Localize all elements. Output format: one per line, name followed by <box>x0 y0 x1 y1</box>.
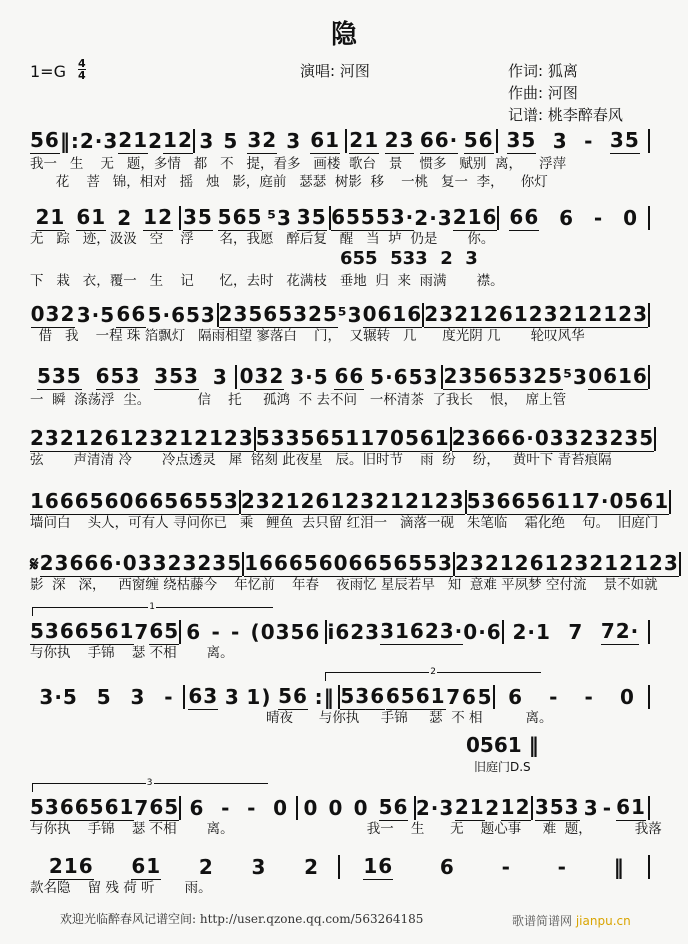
note-group: 56 <box>463 128 494 152</box>
note-group: 16 <box>363 854 394 878</box>
measure <box>195 128 345 154</box>
measure <box>495 685 648 709</box>
note-group: 0 <box>303 796 319 820</box>
note-group: 17 <box>360 426 391 450</box>
measure <box>237 364 442 390</box>
lyrics-line: 与你执 手锦 瑟 不相 离。 我一 生 无 题心事 难 题， 我落 <box>30 821 662 837</box>
note-group: 66· <box>496 426 535 450</box>
measure <box>219 302 423 328</box>
note-group: 3 <box>251 855 267 879</box>
note-group: 61 <box>76 205 107 229</box>
note-group: 6561 <box>385 684 446 708</box>
measure <box>30 364 235 390</box>
lyrics-line: 花 菩 锦，相对 摇 烛 影，庭前 瑟瑟 树影 移 一桃 复一 李， 你灯 <box>30 174 548 190</box>
volta-number: 1 <box>149 602 155 612</box>
measure <box>327 619 501 645</box>
note-group: - <box>247 796 257 820</box>
note-group: 656 <box>74 489 120 513</box>
note-group: 6 <box>461 685 477 709</box>
note-group: ⁵3 <box>563 365 588 389</box>
note-group: 12 <box>500 795 531 819</box>
measure <box>30 205 179 231</box>
note-group: - <box>584 129 594 153</box>
lyrics-line: 下 栽 衣，覆一 生 记 忆，去时 花满枝 垂地 归 来 雨满 襟。 <box>30 273 504 289</box>
note-group: 2·3 <box>415 796 455 820</box>
bar-line <box>648 365 650 389</box>
measure <box>424 302 648 328</box>
note-group: 35 <box>609 128 640 152</box>
note-group: - <box>501 855 511 879</box>
lyrics-line: 墙问白 头人，可有人 寻问你已 乘 鲤鱼 去只留 红泪一 滴落一砚 朱笔临 霜化绝 句。 旧庭门 <box>30 515 659 531</box>
note-group: 2123 <box>194 426 254 450</box>
watermark <box>512 914 631 929</box>
note-group: 3·5 <box>76 303 116 327</box>
note-group: 5 <box>96 685 112 709</box>
note-group: 0616 <box>362 302 423 326</box>
measure <box>416 795 531 821</box>
note-group: 61 <box>616 795 646 819</box>
note-group: 3 <box>199 129 215 153</box>
transcriber-credit: 记谱: 桃李醉春风 <box>508 106 623 124</box>
note-group: - <box>602 796 613 820</box>
measure <box>443 364 648 390</box>
note-group: 166 <box>244 551 289 575</box>
note-group: 1) <box>246 685 272 709</box>
note-group: 6 <box>508 685 523 709</box>
lyrics-line: 无 踪 迹，汲汲 空 浮 名，我愿 醉后复 醒 当 垆 仍是 你。 <box>30 231 495 247</box>
note-group: 2·1 <box>512 620 551 644</box>
note-group: 61 <box>310 128 341 152</box>
note-group: 2 <box>198 855 214 879</box>
measure <box>185 684 338 710</box>
lyrics-line: 晴夜 与你执 手锦 瑟 不 相 离。 <box>30 710 553 726</box>
note-group: 0561 <box>390 426 450 450</box>
note-group: 316 <box>380 619 425 643</box>
note-group: 3235 <box>182 551 243 575</box>
note-group: 261 <box>89 426 135 450</box>
measure <box>498 128 648 154</box>
measure <box>30 854 338 880</box>
note-group: 3 <box>130 685 146 709</box>
note-group: - <box>164 685 174 709</box>
lyrics-line: 一 瞬 涤荡浮 尘。 信 托 孤鸿 不 去不问 一杯清茶 了我长 恨， 席上管 <box>30 392 567 408</box>
note-group: 23 <box>384 128 415 152</box>
note-group: 63 <box>188 684 219 708</box>
note-group: 7 <box>568 620 584 644</box>
note-group: ‖ <box>613 855 625 879</box>
note-group: 65 <box>149 795 180 819</box>
note-group: 3 <box>224 685 240 709</box>
note-group: 536 <box>30 795 75 819</box>
note-group: 3 <box>583 796 599 820</box>
bar-line <box>648 796 650 820</box>
note-group: 5 <box>223 129 239 153</box>
note-group: 66 <box>116 302 147 326</box>
note-group: 261 <box>483 302 529 326</box>
note-group: 2321 <box>454 551 515 575</box>
note-group: 7 <box>446 685 462 709</box>
measure <box>30 551 242 577</box>
note-group: 656 <box>288 551 334 575</box>
measure <box>256 426 450 452</box>
note-group: 35 <box>506 128 537 152</box>
note-group: 2321 <box>559 551 620 575</box>
footer-text: 欢迎光临醉春风记谱空间: http://user.qzone.qq.com/563264185 <box>60 912 424 926</box>
note-group: 2·3 <box>79 129 119 153</box>
score-row <box>30 302 650 328</box>
note-group: 61 <box>131 854 162 878</box>
note-group: 2123 <box>404 489 465 513</box>
bar-line <box>648 620 650 644</box>
score-row <box>30 854 650 880</box>
note-group: 6561 <box>511 489 572 513</box>
note-group: 2 <box>485 796 501 820</box>
note-group: 0665 <box>333 551 394 575</box>
measure <box>467 489 670 515</box>
measure <box>347 128 497 154</box>
note-group: 56 <box>378 795 409 819</box>
note-group: 655 <box>331 205 376 229</box>
note-group: 0665 <box>119 489 180 513</box>
note-group: 2 <box>148 129 164 153</box>
note-group: 21 <box>349 128 380 152</box>
volta-bracket <box>32 778 268 792</box>
bar-line <box>648 206 650 230</box>
note-group: 6 <box>189 796 205 820</box>
lyricist-credit: 作词: 狐离 <box>508 62 578 80</box>
note-group: - <box>221 796 231 820</box>
note-group: 21 <box>35 205 66 229</box>
score-row <box>30 551 679 577</box>
note-group: 3·5 <box>290 365 329 389</box>
note-group: 6553 <box>393 551 453 575</box>
note-group: 535 <box>36 364 82 388</box>
score-row <box>30 619 650 645</box>
watermark-en: jianpu.cn <box>575 914 631 928</box>
ds-label: 旧庭门D.S <box>474 760 531 774</box>
volta-bracket <box>32 602 273 616</box>
alt-notes: 655 533 2 3 <box>340 248 478 269</box>
measure <box>181 796 296 820</box>
note-group: 66 <box>334 364 365 388</box>
note-group: :‖ <box>314 685 335 709</box>
note-group: 56 <box>278 684 308 708</box>
measure <box>181 620 325 644</box>
lyrics-line: 借 我 一程 珠 箔飘灯 隔雨相望 寥落白 门， 又辗转 几 度光阴 几 轮叹风华 <box>30 328 585 344</box>
note-group: 35 <box>182 205 213 229</box>
bar-line <box>648 129 650 153</box>
measure <box>504 619 648 645</box>
bar-line <box>648 855 650 879</box>
score-row <box>30 426 655 452</box>
note-group: 236 <box>451 426 497 450</box>
measure <box>244 551 453 577</box>
note-group: 2 <box>117 206 133 230</box>
lyrics-line: 影 深 深， 西窗缠 绕枯藤今 年忆前 年春 夜雨忆 星辰若早 知 意难 平夙梦 空付流 景不如就 <box>30 577 658 593</box>
note-group: 261 <box>300 489 346 513</box>
score-row <box>30 684 650 710</box>
measure <box>499 205 648 231</box>
measure <box>340 854 648 880</box>
note-group: 32 <box>247 128 278 152</box>
note-group: 17· <box>571 489 610 513</box>
note-group: 12 <box>163 128 193 152</box>
note-group: ‖: <box>59 129 80 153</box>
note-group: 0332 <box>534 426 595 450</box>
watermark-cn: 歌谱简谱网 <box>512 914 573 928</box>
note-group: 216 <box>452 205 498 229</box>
note-group: - <box>211 620 221 644</box>
note-group: 0 <box>273 796 288 820</box>
measure <box>30 489 239 515</box>
time-signature <box>78 58 86 81</box>
note-group: 2321 <box>528 302 589 326</box>
note-group: 653 <box>95 364 141 388</box>
note-group: 6 <box>186 620 202 644</box>
note-group: 565 <box>217 205 263 229</box>
note-group: 5325 <box>278 302 338 326</box>
note-group: 0561 <box>609 489 670 513</box>
note-group: 536 <box>466 489 512 513</box>
note-group: 0 <box>623 206 639 230</box>
note-group: i623 <box>327 620 381 644</box>
note-group: 2123 <box>588 302 648 326</box>
note-group: 66 <box>509 205 540 229</box>
time-bottom: 4 <box>78 69 86 82</box>
note-group: 032 <box>30 302 76 326</box>
singer-credit: 演唱: 河图 <box>300 62 370 80</box>
note-group: 3 <box>212 365 228 389</box>
note-group: 21 <box>454 795 485 819</box>
note-group: 032 <box>239 364 285 388</box>
note-group: - <box>557 855 567 879</box>
note-group: 35 <box>296 205 327 229</box>
note-group: 0332 <box>122 551 183 575</box>
note-group: 2 <box>304 855 320 879</box>
volta-bracket <box>325 667 541 681</box>
note-group: 5·653 <box>147 303 216 327</box>
note-group: 536 <box>30 619 75 643</box>
note-group: 7 <box>134 620 150 644</box>
note-group: 216 <box>48 854 94 878</box>
note-group: 2321 <box>134 426 195 450</box>
note-group: 65 <box>149 619 180 643</box>
lyrics-line: 弦 声清清 冷 冷点透灵 犀 铭刻 此夜星 辰。旧时节 雨 纷 纷， 黄叶下 青苔痕隔 <box>30 452 612 468</box>
note-group: - <box>231 620 241 644</box>
lyrics-line: 与你执 手锦 瑟 不相 离。 <box>30 645 234 661</box>
note-group: 3 <box>552 129 568 153</box>
measure <box>181 205 330 231</box>
note-group: 353 <box>534 795 580 819</box>
measure <box>331 205 497 231</box>
note-group: 6561 <box>74 619 135 643</box>
measure <box>30 302 217 328</box>
score-row <box>30 128 650 154</box>
note-group: 2321 <box>30 426 90 450</box>
note-group: 353 <box>154 364 199 388</box>
measure <box>30 619 179 645</box>
measure <box>241 489 465 515</box>
measure <box>30 426 254 452</box>
volta-number: 3 <box>146 778 153 788</box>
note-group: 236 <box>39 551 85 575</box>
note-group: 66· <box>84 551 123 575</box>
measure <box>30 128 193 154</box>
note-group: - <box>549 685 559 709</box>
note-group: 12 <box>143 205 173 229</box>
note-group: 3235 <box>594 426 655 450</box>
volta-number: 2 <box>430 667 436 677</box>
bar-line <box>654 427 656 451</box>
note-group: 56 <box>30 128 60 152</box>
note-group: 6 <box>439 855 455 879</box>
note-group: 651 <box>315 426 361 450</box>
score-row <box>30 364 650 390</box>
note-group: 166 <box>30 489 75 513</box>
note-group: 6561 <box>74 795 135 819</box>
note-group: 5·653 <box>370 365 439 389</box>
note-group: 0 <box>353 796 369 820</box>
ds-notes: 0561 ‖ <box>466 733 539 757</box>
bar-line <box>679 552 681 576</box>
bar-line <box>648 303 650 327</box>
key-signature: 1=G <box>30 62 66 81</box>
note-group: 261 <box>514 551 560 575</box>
note-group: 2356 <box>443 364 504 388</box>
measure <box>452 426 655 452</box>
note-group: 2123 <box>619 551 679 575</box>
note-group: - <box>584 685 594 709</box>
score-row <box>30 795 650 821</box>
note-group: - <box>593 206 604 230</box>
note-group: 53· <box>375 205 415 229</box>
measure <box>455 551 679 577</box>
measure <box>30 685 183 709</box>
note-group: ⁵3 <box>337 303 363 327</box>
note-group: 5335 <box>255 426 316 450</box>
lyrics-line: 我一 生 无 题，多情 都 不 提，看多 画楼 歌台 景 惯多 赋别 离， 浮萍 <box>30 156 567 172</box>
score-row <box>30 489 670 515</box>
note-group: 2356 <box>218 302 279 326</box>
time-top: 4 <box>78 57 86 70</box>
note-group: 66· <box>419 128 459 152</box>
note-group: 6 <box>559 206 575 230</box>
score-row <box>30 205 650 231</box>
note-group: 0 <box>328 796 344 820</box>
note-group: (0356 <box>250 620 321 644</box>
note-group: 2321 <box>345 489 405 513</box>
note-group: 0·6 <box>463 620 502 644</box>
lyrics-line: 款名隐 留 残 荷 听 雨。 <box>30 880 212 896</box>
measure <box>298 795 413 821</box>
note-group: 5 <box>477 685 493 709</box>
note-group: 21 <box>118 128 149 152</box>
composer-credit: 作曲: 河图 <box>508 84 578 102</box>
note-group: 536 <box>340 684 386 708</box>
measure <box>533 795 648 821</box>
note-group: 23· <box>424 619 464 643</box>
note-group: 3 <box>286 129 302 153</box>
measure <box>340 684 493 710</box>
note-group: 0 <box>619 685 635 709</box>
note-group: 0616 <box>588 364 648 388</box>
note-group: 72· <box>600 619 640 643</box>
song-title: 隐 <box>330 20 357 50</box>
bar-line <box>669 490 671 514</box>
note-group: 2321 <box>424 302 484 326</box>
measure <box>30 795 179 821</box>
note-group: 7 <box>134 796 150 820</box>
note-group: 5325 <box>503 364 564 388</box>
note-group: 2·3 <box>414 206 453 230</box>
note-group: ⁵3 <box>267 206 292 230</box>
note-group: 2321 <box>240 489 301 513</box>
note-group: 6553 <box>179 489 239 513</box>
note-group: 𝄋 <box>30 552 40 576</box>
note-group: 3·5 <box>39 685 78 709</box>
bar-line <box>648 685 650 709</box>
